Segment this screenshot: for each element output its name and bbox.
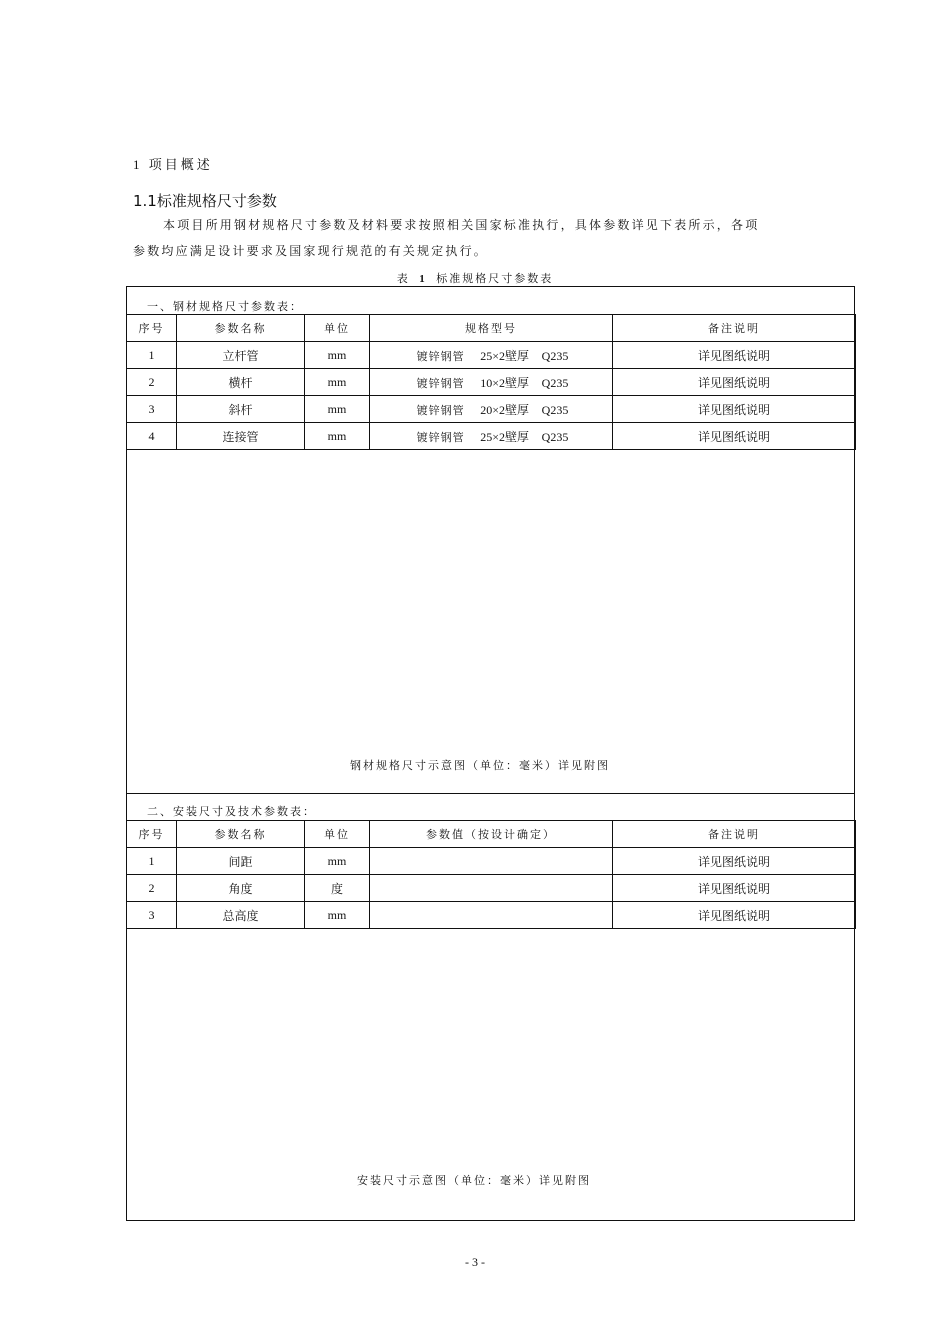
row-name: 连接管 [177, 423, 305, 450]
row-spec [370, 423, 613, 450]
spec-table [126, 314, 856, 450]
header-cell: 单位 [305, 821, 370, 848]
table-row [127, 396, 856, 423]
table-row [127, 902, 856, 929]
row-name: 立杆管 [177, 342, 305, 369]
group1-title: 一、钢材规格尺寸参数表： [147, 301, 303, 313]
figure-caption-2: 安装尺寸示意图（单位：毫米）详见附图 [357, 1175, 591, 1187]
row-value [370, 902, 613, 929]
row-name: 横杆 [177, 369, 305, 396]
row-spec [370, 396, 613, 423]
spec-size: 10×2壁厚 [480, 375, 530, 390]
page-number: - 3 - [465, 1255, 485, 1269]
row-spec [370, 342, 613, 369]
header-cell: 规格型号 [370, 315, 613, 342]
row-unit: mm [305, 369, 370, 396]
install-table [126, 820, 856, 929]
header-cell: 参数值（按设计确定） [370, 821, 613, 848]
paragraph-line-1: 本项目所用钢材规格尺寸参数及材料要求按照相关国家标准执行，具体参数详见下表所示，各项 [163, 218, 760, 232]
table-row [127, 423, 856, 450]
row-unit: mm [305, 423, 370, 450]
header-cell: 序号 [127, 821, 177, 848]
row-no: 3 [127, 902, 177, 929]
figure-caption-1: 钢材规格尺寸示意图（单位：毫米）详见附图 [350, 760, 610, 772]
row-note: 详见图纸说明 [613, 902, 856, 929]
row-note: 详见图纸说明 [613, 848, 856, 875]
row-note: 详见图纸说明 [613, 875, 856, 902]
row-name: 间距 [177, 848, 305, 875]
row-value [370, 848, 613, 875]
row-no: 2 [127, 369, 177, 396]
spec-size: 20×2壁厚 [480, 402, 530, 417]
row-name: 角度 [177, 875, 305, 902]
header-cell: 参数名称 [177, 315, 305, 342]
caption-number: 1 [419, 273, 427, 285]
sub-section-title: 1.1标准规格尺寸参数 [133, 192, 277, 210]
header-cell: 序号 [127, 315, 177, 342]
caption-text: 标准规格尺寸参数表 [436, 273, 554, 285]
row-no: 2 [127, 875, 177, 902]
section-title: 1 项目概述 [133, 157, 213, 172]
row-note: 详见图纸说明 [613, 342, 856, 369]
row-no: 1 [127, 342, 177, 369]
header-cell: 单位 [305, 315, 370, 342]
table-caption [0, 270, 950, 286]
spec-size: 25×2壁厚 [480, 348, 530, 363]
row-name: 斜杆 [177, 396, 305, 423]
spec-material: Q235 [541, 348, 569, 363]
spec-size: 25×2壁厚 [480, 429, 530, 444]
row-note: 详见图纸说明 [613, 396, 856, 423]
spec-prefix: 镀锌钢管 [416, 431, 465, 444]
row-unit: mm [305, 848, 370, 875]
spec-material: Q235 [541, 402, 569, 417]
spec-prefix: 镀锌钢管 [416, 404, 465, 417]
row-note: 详见图纸说明 [613, 423, 856, 450]
header-cell: 备注说明 [613, 821, 856, 848]
row-name: 总高度 [177, 902, 305, 929]
row-unit: 度 [305, 875, 370, 902]
table-row [127, 342, 856, 369]
row-no: 1 [127, 848, 177, 875]
table-header-row [127, 315, 856, 342]
table-row [127, 875, 856, 902]
spec-material: Q235 [541, 375, 569, 390]
row-unit: mm [305, 342, 370, 369]
table-row [127, 848, 856, 875]
paragraph-line-2: 参数均应满足设计要求及国家现行规范的有关规定执行。 [133, 244, 489, 258]
group2-title: 二、安装尺寸及技术参数表： [147, 806, 316, 818]
spec-material: Q235 [541, 429, 569, 444]
caption-prefix: 表 [396, 273, 410, 285]
row-unit: mm [305, 902, 370, 929]
row-no: 3 [127, 396, 177, 423]
table-header-row [127, 821, 856, 848]
row-note: 详见图纸说明 [613, 369, 856, 396]
header-cell: 参数名称 [177, 821, 305, 848]
row-value [370, 875, 613, 902]
spec-prefix: 镀锌钢管 [416, 377, 465, 390]
section-divider [126, 793, 855, 794]
spec-prefix: 镀锌钢管 [416, 350, 465, 363]
row-unit: mm [305, 396, 370, 423]
header-cell: 备注说明 [613, 315, 856, 342]
row-spec [370, 369, 613, 396]
row-no: 4 [127, 423, 177, 450]
table-row [127, 369, 856, 396]
